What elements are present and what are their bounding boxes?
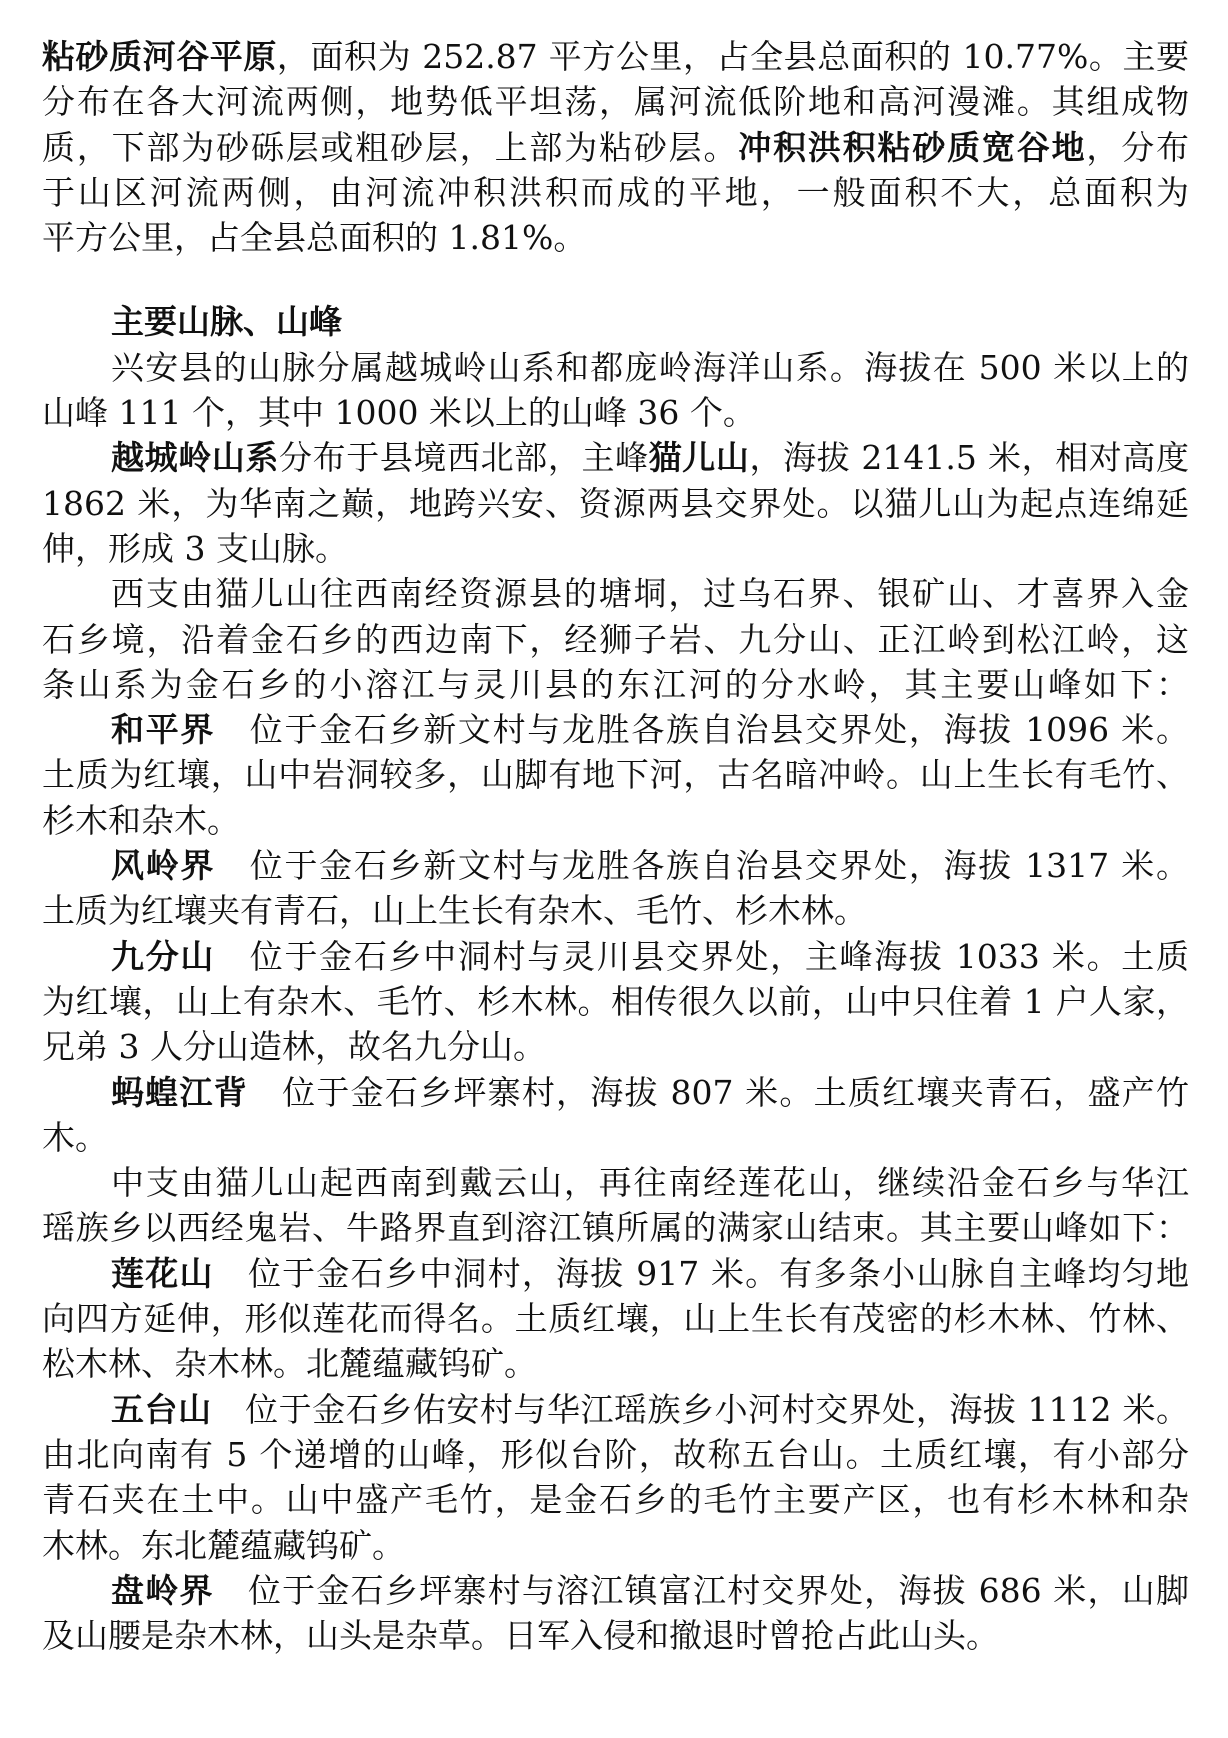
section-heading	[42, 299, 1189, 344]
text-line	[42, 843, 1189, 888]
text-line	[42, 435, 1189, 480]
paragraph	[42, 707, 1189, 843]
paragraph	[42, 1251, 1189, 1387]
text-line	[42, 79, 1189, 124]
bold-term: 猫儿山	[648, 438, 750, 478]
text-line	[42, 1160, 1189, 1205]
document-page	[42, 34, 1189, 1658]
paragraph	[42, 843, 1189, 934]
text-line	[42, 1296, 1189, 1341]
bold-term: 九分山	[111, 936, 216, 976]
text-line	[42, 1523, 1189, 1568]
bold-term: 五台山	[111, 1389, 212, 1429]
text-run: 条山系为金石乡的小溶江与灵川县的东江河的分水岭，其主要山峰如下：	[42, 664, 1189, 704]
paragraph	[42, 934, 1189, 1070]
text-run: 位于金石乡新文村与龙胜各族自治县交界处，海拔 1317 米。	[215, 846, 1189, 886]
text-run: 木。	[42, 1117, 108, 1157]
text-line	[42, 798, 1189, 843]
text-run: 石乡境，沿着金石乡的西边南下，经狮子岩、九分山、正江岭到松江岭，这	[42, 619, 1189, 659]
text-run: ，分布	[1086, 127, 1189, 167]
text-run: 位于金石乡中洞村与灵川县交界处，主峰海拔 1033 米。土质	[215, 936, 1189, 976]
paragraph	[42, 1070, 1189, 1161]
text-line	[42, 125, 1189, 170]
text-run: 青石夹在土中。山中盛产毛竹，是金石乡的毛竹主要产区，也有杉木林和杂	[42, 1480, 1189, 1520]
paragraph	[42, 571, 1189, 707]
bold-term: 越城岭山系	[111, 438, 280, 478]
text-run: 西支由猫儿山往西南经资源县的塘垌，过乌石界、银矿山、才喜界入金	[111, 574, 1189, 614]
text-line	[42, 34, 1189, 79]
text-line	[42, 215, 1189, 260]
bold-term: 莲花山	[111, 1253, 214, 1293]
text-line	[42, 1432, 1189, 1477]
text-line	[42, 617, 1189, 662]
paragraph	[42, 1568, 1189, 1659]
text-line	[42, 1070, 1189, 1115]
text-line	[42, 1024, 1189, 1069]
text-line	[42, 526, 1189, 571]
text-line	[42, 1341, 1189, 1386]
paragraph	[42, 1160, 1189, 1251]
text-run: 土质为红壤，山中岩洞较多，山脚有地下河，古名暗冲岭。山上生长有毛竹、	[42, 755, 1189, 795]
bold-term: 冲积洪积粘砂质宽谷地	[738, 127, 1087, 167]
text-run: 杉木和杂木。	[42, 800, 240, 840]
text-run: 兄弟 3 人分山造林，故名九分山。	[42, 1027, 546, 1067]
bold-term: 盘岭界	[111, 1570, 214, 1610]
paragraph	[42, 345, 1189, 436]
paragraph	[42, 435, 1189, 571]
bold-term: 主要山脉、山峰	[111, 302, 342, 342]
text-line	[42, 662, 1189, 707]
text-line	[42, 1568, 1189, 1613]
text-run: 兴安县的山脉分属越城岭山系和都庞岭海洋山系。海拔在 500 米以上的	[111, 347, 1189, 387]
text-run: ，面积为 252.87 平方公里，占全县总面积的 10.77%。主要	[276, 37, 1189, 76]
text-line	[42, 170, 1189, 215]
text-run: 质，下部为砂砾层或粗砂层，上部为粘砂层。	[42, 127, 739, 167]
bold-term: 粘砂质河谷平原	[42, 37, 277, 76]
text-line	[42, 1205, 1189, 1250]
text-run: 伸，形成 3 支山脉。	[42, 528, 348, 568]
text-run: 位于金石乡佑安村与华江瑶族乡小河村交界处，海拔 1112 米。	[211, 1389, 1189, 1429]
text-line	[42, 345, 1189, 390]
text-line	[42, 1251, 1189, 1296]
text-line	[42, 934, 1189, 979]
text-run: 位于金石乡中洞村，海拔 917 米。有多条小山脉自主峰均匀地	[213, 1253, 1189, 1293]
text-run: 分布在各大河流两侧，地势低平坦荡，属河流低阶地和高河漫滩。其组成物	[42, 82, 1189, 122]
text-run: 位于金石乡坪寨村，海拔 807 米。土质红壤夹青石，盛产竹	[247, 1072, 1189, 1112]
paragraph	[42, 1387, 1189, 1568]
text-run: 位于金石乡坪寨村与溶江镇富江村交界处，海拔 686 米，山脚	[213, 1570, 1189, 1610]
text-line	[42, 571, 1189, 616]
text-run: 1862 米，为华南之巅，地跨兴安、资源两县交界处。以猫儿山为起点连绵延	[42, 483, 1189, 523]
text-line	[42, 979, 1189, 1024]
bold-term: 和平界	[111, 710, 216, 750]
text-line	[42, 1477, 1189, 1522]
text-run: 及山腰是杂木林，山头是杂草。日军入侵和撤退时曾抢占此山头。	[42, 1616, 999, 1656]
text-run: 平方公里，占全县总面积的 1.81%。	[42, 218, 587, 258]
text-run: 瑶族乡以西经鬼岩、牛路界直到溶江镇所属的满家山结束。其主要山峰如下：	[42, 1208, 1189, 1248]
text-run: 为红壤，山上有杂木、毛竹、杉木林。相传很久以前，山中只住着 1 户人家，	[42, 981, 1189, 1021]
text-line	[42, 707, 1189, 752]
paragraph	[42, 34, 1189, 260]
text-run: 山峰 111 个，其中 1000 米以上的山峰 36 个。	[42, 393, 756, 433]
text-run: 分布于县境西北部，主峰	[279, 438, 649, 478]
text-run: 土质为红壤夹有青石，山上生长有杂木、毛竹、杉木林。	[42, 891, 867, 931]
text-run: 由北向南有 5 个递增的山峰，形似台阶，故称五台山。土质红壤，有小部分	[42, 1434, 1189, 1474]
text-run: 松木林、杂木林。北麓蕴藏钨矿。	[42, 1344, 537, 1384]
text-line	[42, 1115, 1189, 1160]
text-line	[42, 888, 1189, 933]
bold-term: 蚂蝗江背	[111, 1072, 248, 1112]
text-run: 位于金石乡新文村与龙胜各族自治县交界处，海拔 1096 米。	[215, 710, 1189, 750]
bold-term: 风岭界	[111, 846, 216, 886]
text-run: 于山区河流两侧，由河流冲积洪积而成的平地，一般面积不大，总面积为	[42, 172, 1189, 212]
text-run: ，海拔 2141.5 米，相对高度	[749, 438, 1189, 478]
text-line	[42, 390, 1189, 435]
text-line	[42, 752, 1189, 797]
text-run: 向四方延伸，形似莲花而得名。土质红壤，山上生长有茂密的杉木林、竹林、	[42, 1299, 1189, 1339]
text-line	[42, 299, 1189, 344]
text-line	[42, 1613, 1189, 1658]
text-run: 中支由猫儿山起西南到戴云山，再往南经莲花山，继续沿金石乡与华江	[111, 1163, 1189, 1203]
text-line	[42, 481, 1189, 526]
text-run: 木林。东北麓蕴藏钨矿。	[42, 1525, 405, 1565]
text-line	[42, 1387, 1189, 1432]
